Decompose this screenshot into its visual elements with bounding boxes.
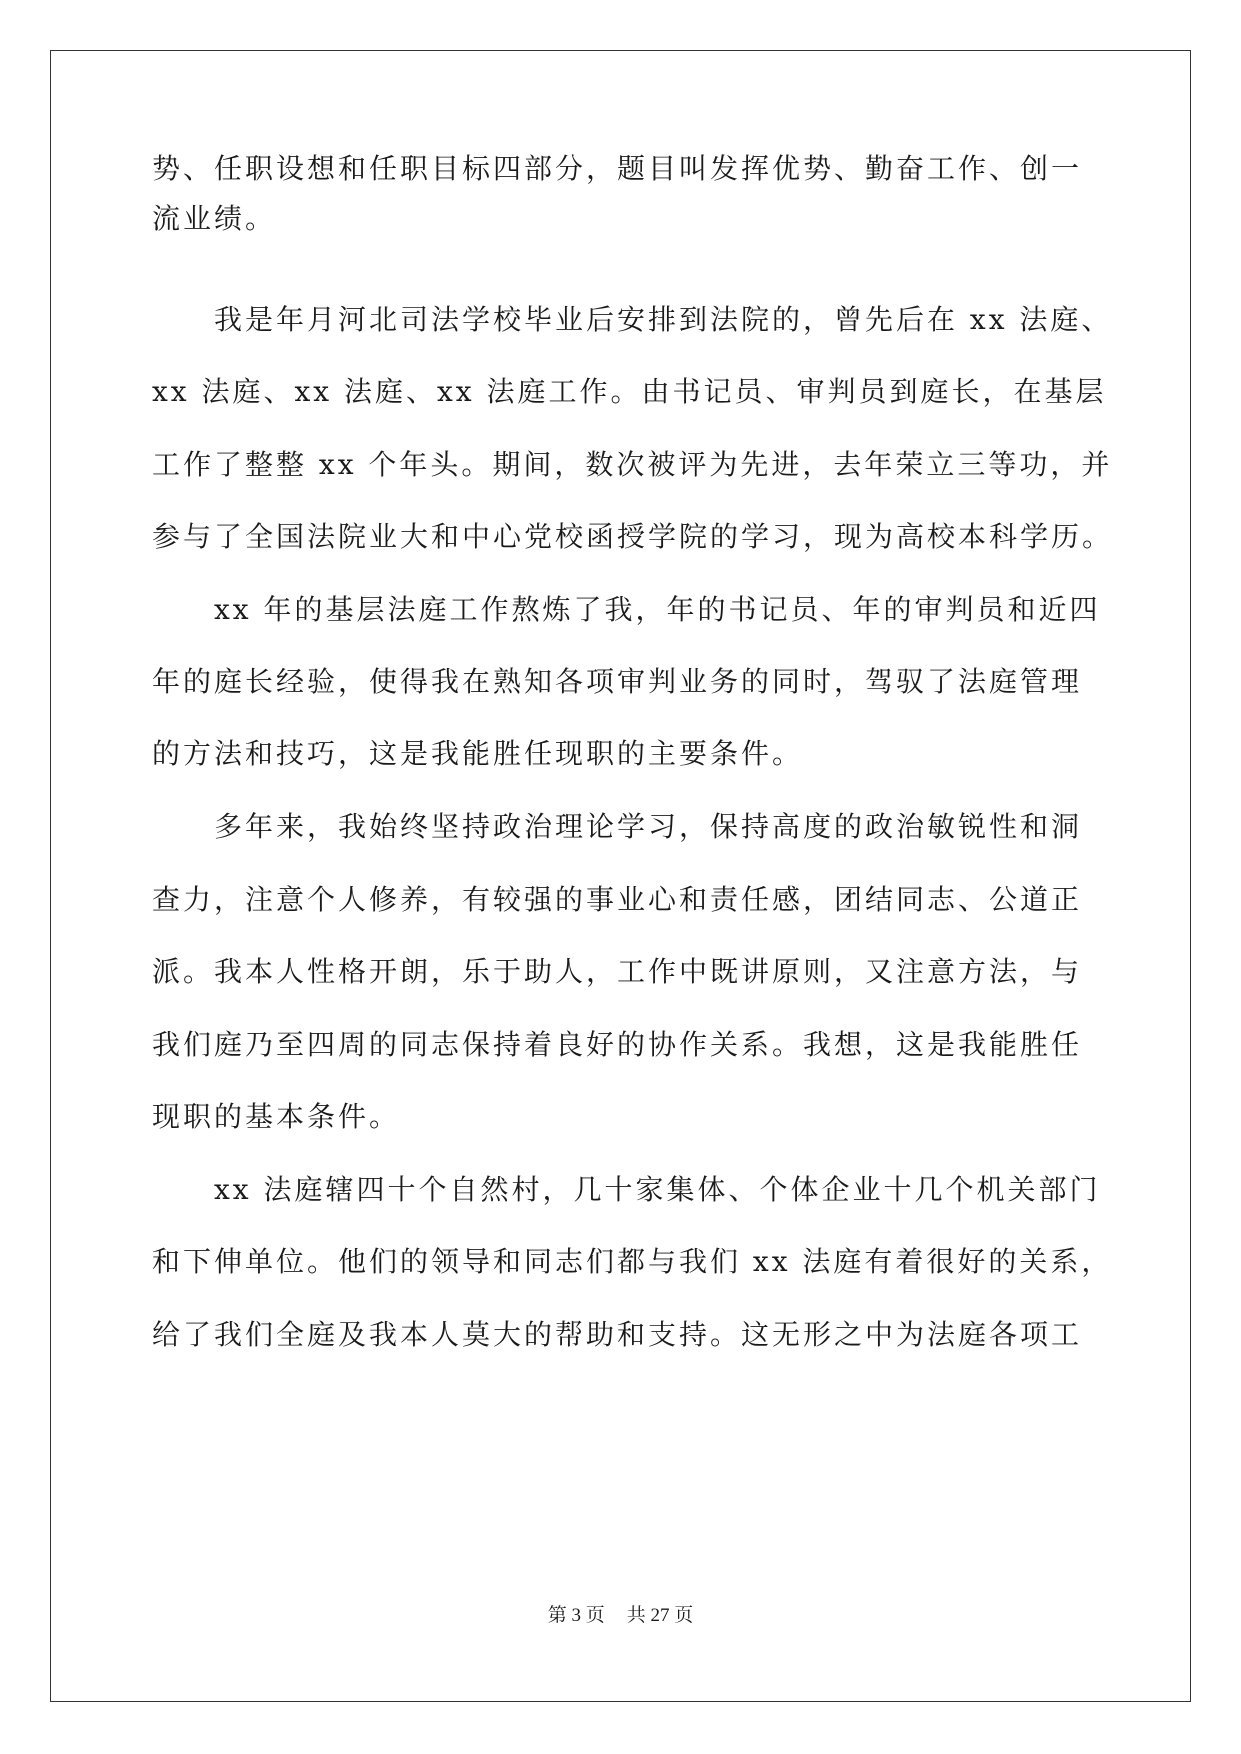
page-total: 共 27 页 [626,1605,694,1626]
body-line: xx 法庭辖四十个自然村，几十家集体、个体企业十几个机关部门 [152,1173,1101,1206]
body-line: 现职的基本条件。 [152,1100,401,1133]
body-line: 流业绩。 [152,202,277,235]
body-line: 的方法和技巧，这是我能胜任现职的主要条件。 [152,737,804,770]
body-line: 年的庭长经验，使得我在熟知各项审判业务的同时，驾驭了法庭管理 [152,665,1083,698]
body-line: 参与了全国法院业大和中心党校函授学院的学习，现为高校本科学历。 [152,520,1114,553]
body-line: 和下伸单位。他们的领导和同志们都与我们 xx 法庭有着很好的关系， [152,1245,1113,1278]
page-footer [0,1604,1241,1628]
body-line: 给了我们全庭及我本人莫大的帮助和支持。这无形之中为法庭各项工 [152,1318,1083,1351]
body-line: 我们庭乃至四周的同志保持着良好的协作关系。我想，这是我能胜任 [152,1028,1083,1061]
body-line: xx 法庭、xx 法庭、xx 法庭工作。由书记员、审判员到庭长，在基层 [152,375,1107,408]
body-line: 多年来，我始终坚持政治理论学习，保持高度的政治敏锐性和洞 [152,810,1083,843]
body-line: 工作了整整 xx 个年头。期间，数次被评为先进，去年荣立三等功，并 [152,448,1113,481]
body-line: 我是年月河北司法学校毕业后安排到法院的，曾先后在 xx 法庭、 [152,303,1113,336]
body-line: 查力，注意个人修养，有较强的事业心和责任感，团结同志、公道正 [152,883,1083,916]
page-number: 第 3 页 [547,1605,605,1626]
body-line: xx 年的基层法庭工作熬炼了我，年的书记员、年的审判员和近四 [152,593,1101,626]
body-line: 派。我本人性格开朗，乐于助人，工作中既讲原则，又注意方法，与 [152,955,1083,988]
page-border [50,50,1191,1702]
body-line: 势、任职设想和任职目标四部分，题目叫发挥优势、勤奋工作、创一 [152,152,1083,185]
